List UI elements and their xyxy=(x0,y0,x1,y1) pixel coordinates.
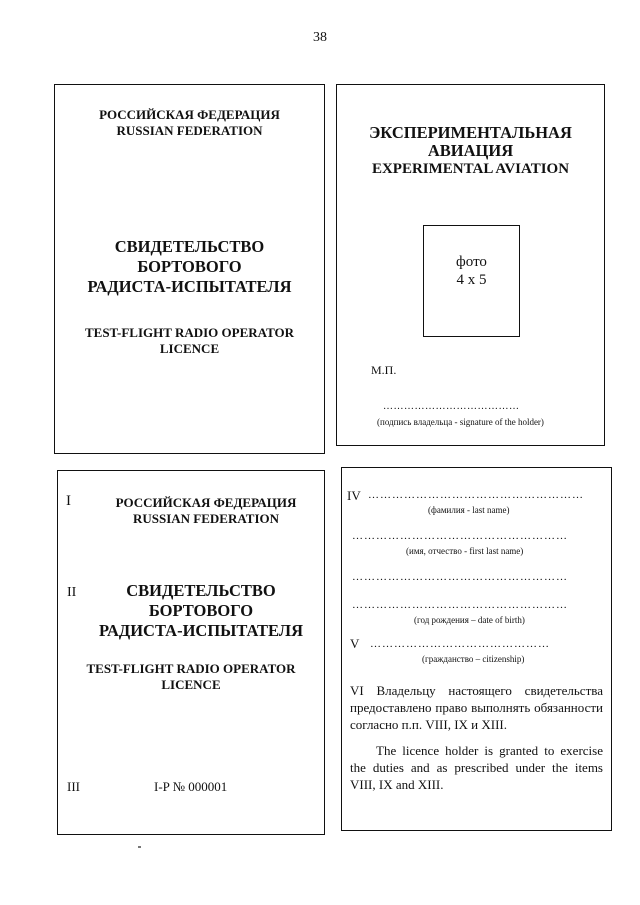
title-ru-line-1: СВИДЕТЕЛЬСТВО xyxy=(114,237,265,256)
first-name-line: ……………………………………………… xyxy=(352,530,568,542)
title-en-line-2: LICENCE xyxy=(159,341,220,356)
item-number-v: V xyxy=(350,636,360,651)
citizenship-line: ……………………………………… xyxy=(370,638,550,650)
title-ru-line-2: БОРТОВОГО xyxy=(148,601,254,620)
first-name-caption: (имя, отчество - first last name) xyxy=(406,546,524,556)
item-number-i: I xyxy=(66,493,71,509)
country-ru: РОССИЙСКАЯ ФЕДЕРАЦИЯ xyxy=(115,495,297,510)
last-name-line: ……………………………………………… xyxy=(368,489,584,501)
birth-date-caption: (год рождения – date of birth) xyxy=(414,615,525,625)
rights-paragraph-en: The licence holder is granted to exercise the duties and as prescribed under the items VIII, IX and XIII. xyxy=(350,743,603,792)
licence-serial-number: I-P № 000001 xyxy=(154,779,228,794)
item-number-iv: IV xyxy=(347,488,361,503)
heading-en: EXPERIMENTAL AVIATION xyxy=(371,161,570,177)
heading-ru-line-2: АВИАЦИЯ xyxy=(427,141,514,160)
cover-panel-inner xyxy=(336,84,605,446)
photo-label-line-1: фото xyxy=(456,254,487,270)
title-en-line-1: TEST-FLIGHT RADIO OPERATOR xyxy=(84,325,294,340)
title-ru-line-3: РАДИСТА-ИСПЫТАТЕЛЯ xyxy=(98,621,304,640)
title-en-line-1: TEST-FLIGHT RADIO OPERATOR xyxy=(86,661,296,676)
country-en: RUSSIAN FEDERATION xyxy=(116,123,263,138)
country-en: RUSSIAN FEDERATION xyxy=(132,511,280,526)
item-number-iii: III xyxy=(67,779,80,794)
seal-label: М.П. xyxy=(371,363,397,377)
extra-line: ……………………………………………… xyxy=(352,571,568,583)
title-ru-line-2: БОРТОВОГО xyxy=(137,257,242,276)
photo-placeholder xyxy=(423,225,520,337)
photo-label-line-2: 4 x 5 xyxy=(456,272,487,288)
page-number: 38 xyxy=(313,30,327,45)
birth-date-line: ……………………………………………… xyxy=(352,599,568,611)
last-name-caption: (фамилия - last name) xyxy=(428,505,510,515)
licence-panel-right xyxy=(341,467,612,831)
rights-paragraph-ru: VI Владельцу настоящего свидетельства предоставлено право выполнять обязанности согласно п.п. VIII, IX и XIII. xyxy=(350,683,603,732)
licence-panel-left xyxy=(57,470,325,835)
item-number-ii: II xyxy=(67,585,77,600)
title-en-line-2: LICENCE xyxy=(161,677,221,692)
title-ru-line-1: СВИДЕТЕЛЬСТВО xyxy=(126,581,276,600)
title-ru-line-3: РАДИСТА-ИСПЫТАТЕЛЯ xyxy=(87,277,292,296)
cover-panel-front xyxy=(54,84,325,454)
signature-line: ………………………………… xyxy=(383,401,520,412)
signature-caption: (подпись владельца - signature of the holder) xyxy=(377,417,544,427)
scan-speck xyxy=(138,846,141,848)
citizenship-caption: (гражданство – citizenship) xyxy=(422,654,525,664)
heading-ru-line-1: ЭКСПЕРИМЕНТАЛЬНАЯ xyxy=(369,123,572,142)
country-ru: РОССИЙСКАЯ ФЕДЕРАЦИЯ xyxy=(99,107,280,122)
